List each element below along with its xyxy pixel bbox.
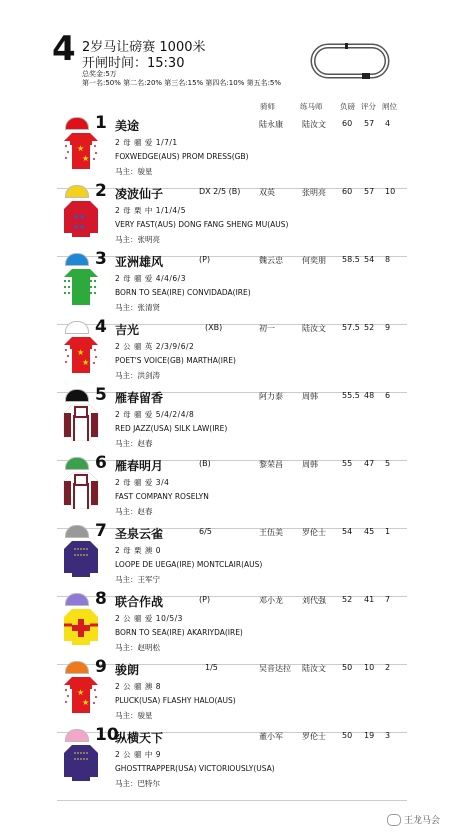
column-header-rating: 评分 — [361, 102, 376, 111]
gate-value: 7 — [385, 595, 391, 604]
owner: 马主：赵春 — [115, 507, 153, 516]
runner-number: 9 — [95, 657, 107, 677]
track-diagram-icon — [310, 40, 390, 82]
race-start-time: 开闸时间：15:30 — [82, 56, 185, 71]
owner: 马主：王军宁 — [115, 575, 160, 584]
jockey-name: 董小军 — [259, 732, 283, 741]
runner-number: 7 — [95, 521, 107, 541]
jockey-name: 双英 — [259, 188, 275, 197]
gate-value: 8 — [385, 255, 391, 264]
horse-info: 2 公 骝 爱 10/5/3 — [115, 614, 183, 623]
row-divider — [57, 800, 407, 801]
owner: 马主：赵春 — [115, 439, 153, 448]
trainer-name: 张明亮 — [302, 188, 326, 197]
horse-name: 雁春明月 — [115, 459, 164, 473]
gate-value: 1 — [385, 527, 391, 536]
trainer-name: 陆汝文 — [302, 120, 326, 129]
gear-and-form: (P) — [199, 595, 211, 604]
horse-name: 纵横天下 — [115, 731, 164, 745]
race-header — [0, 0, 450, 100]
weight-value: 52 — [342, 595, 353, 604]
rating-value: 41 — [364, 595, 375, 604]
weight-value: 50 — [342, 663, 353, 672]
owner: 马主：骏星 — [115, 711, 153, 720]
runner-row — [57, 453, 412, 525]
horse-info: 2 母 骝 爱 3/4 — [115, 478, 170, 487]
horse-name: 雁春留香 — [115, 391, 164, 405]
runner-row — [57, 181, 412, 253]
gate-value: 2 — [385, 663, 391, 672]
race-title: 2岁马让磅赛 1000米 — [82, 40, 206, 55]
pedigree: GHOSTTRAPPER(USA) VICTORIOUSLY(USA) — [115, 764, 275, 773]
gear-and-form: (P) — [199, 255, 211, 264]
runner-number: 2 — [95, 181, 107, 201]
gate-value: 9 — [385, 323, 391, 332]
jockey-name: 初一 — [259, 324, 275, 333]
svg-text:★★: ★★ — [73, 213, 86, 221]
gear-and-form: DX 2/5 (B) — [199, 187, 241, 196]
rating-value: 57 — [364, 119, 375, 128]
rating-value: 45 — [364, 527, 375, 536]
svg-text:★: ★ — [82, 698, 90, 707]
owner: 马主：张明亮 — [115, 235, 160, 244]
horse-info: 2 母 栗 中 1/1/4/5 — [115, 206, 186, 215]
jockey-name: 王伍美 — [259, 528, 283, 537]
horse-name: 吉光 — [115, 323, 140, 337]
pedigree: FOXWEDGE(AUS) PROM DRESS(GB) — [115, 152, 249, 161]
jockey-silks-icon — [62, 605, 100, 645]
jockey-silks-icon — [62, 265, 100, 305]
gear-and-form: 6/5 — [199, 527, 212, 536]
trainer-name: 罗伦士 — [302, 528, 326, 537]
pedigree: VERY FAST(AUS) DONG FANG SHENG MU(AUS) — [115, 220, 289, 229]
rating-value: 10 — [364, 663, 375, 672]
runner-number: 10 — [95, 725, 119, 745]
jockey-name: 陆永康 — [259, 120, 283, 129]
column-header-gate: 闸位 — [382, 102, 397, 111]
runner-row — [57, 317, 412, 389]
jockey-silks-icon — [62, 197, 100, 237]
runner-row — [57, 725, 412, 797]
horse-name: 联合作战 — [115, 595, 164, 609]
pedigree: PLUCK(USA) FLASHY HALO(AUS) — [115, 696, 236, 705]
horse-info: 2 母 骝 爱 4/4/6/3 — [115, 274, 186, 283]
pedigree: FAST COMPANY ROSELYN — [115, 492, 209, 501]
gear-and-form: 1/5 — [205, 663, 218, 672]
jockey-silks-icon — [62, 333, 100, 373]
jockey-name: 邓小龙 — [259, 596, 283, 605]
horse-name: 亚洲雄风 — [115, 255, 164, 269]
horse-name: 圣泉云雀 — [115, 527, 164, 541]
svg-text:★: ★ — [82, 154, 90, 163]
race-number: 4 — [52, 29, 76, 69]
rating-value: 48 — [364, 391, 375, 400]
rating-value: 19 — [364, 731, 375, 740]
weight-value: 60 — [342, 187, 353, 196]
trainer-name: 周韩 — [302, 460, 318, 469]
horse-info: 2 公 骝 澳 8 — [115, 682, 162, 691]
gate-value: 3 — [385, 731, 391, 740]
runner-number: 5 — [95, 385, 107, 405]
jockey-silks-icon — [62, 741, 100, 781]
column-header-jockey: 骑师 — [260, 102, 275, 111]
gear-and-form: (XB) — [205, 323, 223, 332]
svg-text:★: ★ — [77, 348, 85, 357]
runner-number: 6 — [95, 453, 107, 473]
column-header-weight: 负磅 — [340, 102, 355, 111]
svg-text:★: ★ — [77, 144, 85, 153]
gate-value: 10 — [385, 187, 396, 196]
horse-info: 2 公 骝 英 2/3/9/6/2 — [115, 342, 195, 351]
weight-value: 60 — [342, 119, 353, 128]
runner-row — [57, 521, 412, 593]
horse-info: 2 母 骝 爱 5/4/2/4/8 — [115, 410, 195, 419]
column-header-trainer: 练马师 — [300, 102, 323, 111]
svg-text:★: ★ — [82, 358, 90, 367]
rating-value: 52 — [364, 323, 375, 332]
weight-value: 55 — [342, 459, 353, 468]
owner: 马主：骏星 — [115, 167, 153, 176]
runner-row — [57, 249, 412, 321]
weight-value: 50 — [342, 731, 353, 740]
owner: 马主：赵明松 — [115, 643, 160, 652]
pedigree: LOOPE DE UEGA(IRE) MONTCLAIR(AUS) — [115, 560, 263, 569]
trainer-name: 陆汝文 — [302, 324, 326, 333]
trainer-name: 刘代强 — [302, 596, 326, 605]
gate-value: 4 — [385, 119, 391, 128]
gate-value: 6 — [385, 391, 391, 400]
jockey-silks-icon — [62, 469, 100, 509]
rating-value: 47 — [364, 459, 375, 468]
runner-row — [57, 385, 412, 457]
runner-row — [57, 589, 412, 661]
svg-text:★: ★ — [77, 688, 85, 697]
gear-and-form: (B) — [199, 459, 211, 468]
watermark: 王龙马会 — [387, 813, 440, 827]
wechat-icon — [387, 814, 401, 826]
trainer-name: 周韩 — [302, 392, 318, 401]
pedigree: POET'S VOICE(GB) MARTHA(IRE) — [115, 356, 236, 365]
gate-value: 5 — [385, 459, 391, 468]
weight-value: 57.5 — [342, 323, 360, 332]
runner-number: 3 — [95, 249, 107, 269]
runner-number: 8 — [95, 589, 107, 609]
pedigree: BORN TO SEA(IRE) CONVIDADA(IRE) — [115, 288, 251, 297]
jockey-name: 黎荣昌 — [259, 460, 283, 469]
horse-name: 骏朗 — [115, 663, 140, 677]
weight-value: 58.5 — [342, 255, 360, 264]
jockey-name: 吴音达拉 — [259, 664, 291, 673]
horse-info: 2 母 栗 澳 0 — [115, 546, 162, 555]
horse-info: 2 母 骝 爱 1/7/1 — [115, 138, 178, 147]
jockey-name: 魏云忠 — [259, 256, 283, 265]
rating-value: 54 — [364, 255, 375, 264]
runner-number: 1 — [95, 113, 107, 133]
weight-value: 55.5 — [342, 391, 360, 400]
rating-value: 57 — [364, 187, 375, 196]
jockey-silks-icon — [62, 129, 100, 169]
prize-split: 第一名:50% 第二名:20% 第三名:15% 第四名:10% 第五名:5% — [82, 79, 282, 87]
trainer-name: 陆汝文 — [302, 664, 326, 673]
jockey-silks-icon — [62, 401, 100, 441]
runner-row — [57, 657, 412, 729]
owner: 马主：巴特尔 — [115, 779, 160, 788]
jockey-silks-icon — [62, 673, 100, 713]
jockey-name: 阿力泰 — [259, 392, 283, 401]
horse-name: 凌波仙子 — [115, 187, 164, 201]
pedigree: BORN TO SEA(IRE) AKARIYDA(IRE) — [115, 628, 243, 637]
jockey-silks-icon — [62, 537, 100, 577]
runner-row — [57, 113, 412, 185]
owner: 马主：张清贤 — [115, 303, 160, 312]
horse-name: 美途 — [115, 119, 140, 133]
svg-text:★★: ★★ — [73, 223, 86, 231]
weight-value: 54 — [342, 527, 353, 536]
owner: 马主：洪剑涛 — [115, 371, 160, 380]
pedigree: RED JAZZ(USA) SILK LAW(IRE) — [115, 424, 228, 433]
trainer-name: 罗伦士 — [302, 732, 326, 741]
runner-number: 4 — [95, 317, 107, 337]
horse-info: 2 公 骝 中 9 — [115, 750, 162, 759]
prize-total: 总奖金:5万 — [82, 70, 117, 78]
trainer-name: 何奕朋 — [302, 256, 326, 265]
